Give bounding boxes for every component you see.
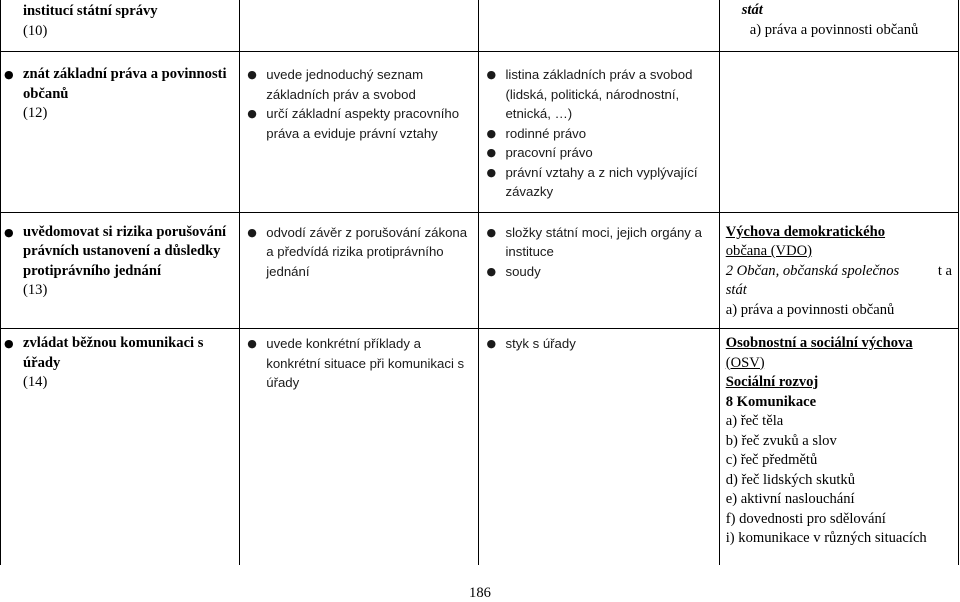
subject-title: občana (VDO) bbox=[725, 243, 813, 259]
indicator-cell bbox=[240, 0, 479, 52]
bullet-icon: ● bbox=[486, 264, 497, 278]
indicator-list bbox=[244, 334, 474, 393]
table-row bbox=[1, 0, 959, 52]
table-row bbox=[1, 52, 959, 213]
outcome-number: (13) bbox=[23, 282, 48, 298]
bullet-icon: ● bbox=[486, 225, 497, 239]
bullet-icon: ● bbox=[4, 68, 14, 81]
subject-title: (OSV) bbox=[725, 354, 765, 371]
theme-item: e) aktivní naslouchání bbox=[725, 491, 855, 507]
bullet-icon: ● bbox=[4, 337, 14, 350]
bullet-icon: ● bbox=[486, 68, 497, 81]
theme-title-end: t a bbox=[937, 262, 952, 279]
crosscurricular-cell bbox=[719, 329, 958, 565]
indicator-list bbox=[244, 223, 474, 282]
crosscurricular-cell bbox=[719, 52, 958, 213]
area-title: Sociální rozvoj bbox=[725, 374, 819, 390]
list-item: ● listina základních práv a svobod (lidská, politická, národnostní, etnická, …) bbox=[486, 67, 693, 121]
theme-title: 2 Občan, občanská společnos bbox=[725, 262, 900, 279]
bullet-icon: ● bbox=[486, 126, 497, 140]
list-item: ● rodinné právo bbox=[483, 124, 714, 144]
content-list bbox=[483, 65, 714, 202]
theme-item: a) práva a povinnosti občanů bbox=[749, 21, 919, 38]
outcome-text: uvědomovat si rizika porušování právních ustanovení a důsledky protiprávního jednání bbox=[23, 223, 227, 279]
table-row bbox=[1, 329, 959, 565]
bullet-icon: ● bbox=[247, 107, 257, 120]
bullet-icon: ● bbox=[4, 225, 14, 239]
subject-title: Osobnostní a sociální výchova bbox=[725, 335, 913, 351]
bullet-icon: ● bbox=[247, 337, 257, 350]
bullet-icon: ● bbox=[486, 165, 497, 179]
bullet-icon: ● bbox=[486, 337, 497, 350]
theme-item: a) řeč těla bbox=[725, 413, 784, 429]
list-item: ● uvede konkrétní příklady a konkrétní situace při komunikaci s úřady bbox=[247, 336, 465, 390]
theme-title: 8 Komunikace bbox=[725, 393, 817, 410]
theme-item: a) práva a povinnosti občanů bbox=[725, 301, 895, 318]
list-item: ● pracovní právo bbox=[483, 143, 714, 163]
content-cell bbox=[479, 329, 719, 565]
table-row bbox=[1, 212, 959, 329]
indicator-cell bbox=[240, 212, 479, 329]
theme-item: d) řeč lidských skutků bbox=[725, 471, 856, 488]
bullet-icon: ● bbox=[486, 146, 497, 159]
content-list bbox=[483, 223, 714, 282]
theme-item: i) komunikace v různých situacích bbox=[725, 530, 927, 546]
theme-line bbox=[726, 262, 952, 282]
list-item: ● soudy bbox=[483, 262, 714, 282]
theme-item: c) řeč předmětů bbox=[725, 452, 818, 468]
list-item: ● styk s úřady bbox=[483, 334, 714, 354]
bullet-icon: ● bbox=[247, 68, 257, 81]
outcome-cell bbox=[1, 212, 240, 329]
outcome-number: (14) bbox=[23, 374, 48, 390]
outcome-cell bbox=[1, 52, 240, 213]
page-number: 186 bbox=[469, 585, 491, 601]
crosscurricular-cell bbox=[719, 212, 958, 329]
theme-item: f) dovednosti pro sdělování bbox=[725, 510, 886, 527]
list-item: ● určí základní aspekty pracovního práva a eviduje právní vztahy bbox=[247, 106, 460, 141]
theme-word: stát bbox=[725, 282, 747, 298]
crosscurricular-cell bbox=[719, 0, 958, 52]
outcome-number: (12) bbox=[23, 105, 48, 121]
outcome-text: znát základní práva a povinnosti občanů bbox=[23, 66, 227, 102]
indicator-cell bbox=[240, 52, 479, 213]
theme-item: b) řeč zvuků a slov bbox=[725, 432, 837, 449]
list-item: ● uvede jednoduchý seznam základních práv a svobod bbox=[247, 67, 424, 102]
outcome-text: institucí státní správy bbox=[23, 3, 158, 19]
outcome-cell bbox=[1, 329, 240, 565]
list-item: ● odvodí závěr z porušování zákona a předvídá rizika protiprávního jednání bbox=[247, 224, 468, 279]
content-cell bbox=[479, 212, 719, 329]
indicator-list bbox=[244, 65, 474, 143]
subject-title: Výchova demokratického bbox=[725, 223, 886, 240]
indicator-cell bbox=[240, 329, 479, 565]
outcome-text: zvládat běžnou komunikaci s úřady bbox=[23, 335, 204, 371]
content-cell bbox=[479, 52, 719, 213]
content-cell bbox=[479, 0, 719, 52]
content-list bbox=[483, 334, 714, 354]
list-item: ● právní vztahy a z nich vyplývající závazky bbox=[486, 164, 698, 199]
theme-word: stát bbox=[741, 2, 763, 18]
list-item: ● složky státní moci, jejich orgány a instituce bbox=[486, 224, 702, 259]
bullet-icon: ● bbox=[247, 225, 257, 239]
outcome-number: (10) bbox=[23, 22, 48, 39]
outcome-cell bbox=[1, 0, 240, 52]
